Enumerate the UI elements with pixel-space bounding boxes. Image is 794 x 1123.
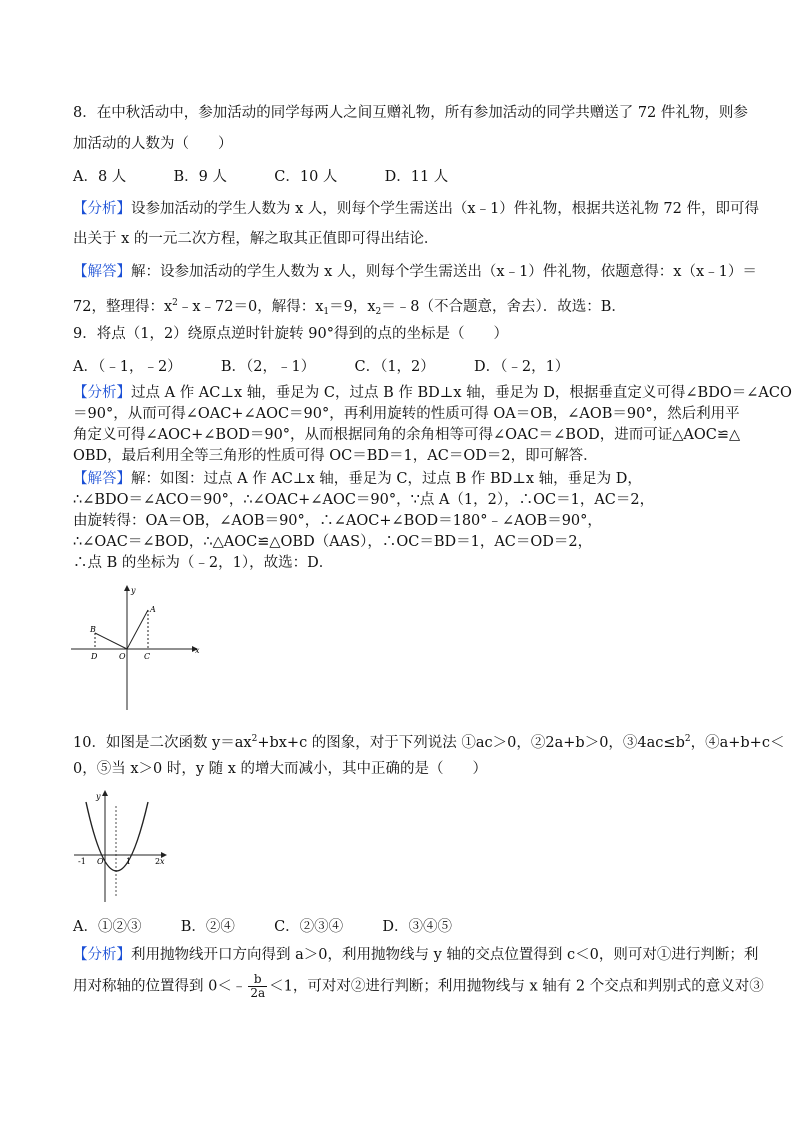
q9-option-a: A．（﹣1，﹣2） (73, 359, 182, 375)
q8-analysis-line-2: 出关于 x 的一元二次方程，解之取其正值即可得出结论． (73, 231, 439, 247)
label-b: B (90, 625, 96, 634)
fraction-numerator: b (248, 973, 267, 987)
q8-option-b: B．9 人 (173, 169, 228, 185)
q8-answer-part-a: 72，整理得：x (73, 299, 173, 315)
q8-answer-sub2: 2 (375, 307, 382, 317)
q10-option-b: B．②④ (180, 919, 235, 935)
q8-answer-part-d: ＝﹣8（不合题意，舍去）．故选：B． (381, 299, 626, 315)
label-y: y (131, 586, 136, 595)
segment-ob (95, 633, 127, 649)
q8-analysis-text: 设参加活动的学生人数为 x 人，则每个学生需送出（x﹣1）件礼物，根据共送礼物 72 件，即可得 (131, 201, 759, 217)
q10-stem-sup: 2 (251, 734, 258, 744)
q9-rotation-figure (66, 583, 206, 713)
q10-analysis-part-a: 用对称轴的位置得到 0＜﹣ (73, 978, 247, 995)
q10-stem-part-a: 10．如图是二次函数 y＝ax (73, 735, 252, 751)
q10-option-c: C．②③④ (274, 919, 344, 935)
q9-option-d: D．（﹣2，1） (473, 359, 570, 375)
q10-stem-part-b: +bx+c 的图象，对于下列说法 ①ac＞0，②2a+b＞0，③4ac≤b (257, 735, 685, 751)
q9-analysis-line-3: 角定义可得∠AOC+∠BOD＝90°，从而根据同角的余角相等可得∠OAC＝∠BOD，进而可证△AOC≌△ (73, 427, 741, 443)
q10-analysis-line-1 (73, 945, 758, 965)
label-d: D (91, 652, 98, 661)
analysis-tag: 【分析】 (73, 201, 131, 217)
q10-analysis-text: 利用抛物线开口方向得到 a＞0，利用抛物线与 y 轴的交点位置得到 c＜0，则可对①进行判断；利 (131, 947, 759, 963)
q9-option-b: B．（2，﹣1） (220, 359, 316, 375)
fraction-b-over-2a (248, 973, 267, 1000)
q9-options (73, 357, 569, 377)
q9-stem: 9．将点（1，2）绕原点逆时针旋转 90°得到的点的坐标是（ ） (73, 326, 508, 342)
answer-tag: 【解答】 (73, 264, 131, 280)
q9-analysis-line-2: ＝90°，从而可得∠OAC+∠AOC＝90°，再利用旋转的性质可得 OA＝OB，∠AOB＝90°，然后利用平 (73, 406, 740, 422)
q8-option-a: A．8 人 (73, 169, 127, 185)
q8-answer-line-1 (73, 262, 757, 282)
label-o: O (97, 857, 104, 866)
fraction-denominator: 2a (250, 986, 266, 1000)
q10-parabola-figure (72, 788, 172, 904)
q9-answer-line-2: ∴∠BDO＝∠ACO＝90°，∴∠OAC+∠AOC＝90°，∵点 A（1，2），∴OC＝1，AC＝2， (73, 492, 655, 508)
q10-option-d: D．③④⑤ (382, 919, 453, 935)
q9-answer-text: 解：如图：过点 A 作 AC⊥x 轴，垂足为 C，过点 B 作 BD⊥x 轴，垂足为 D， (131, 471, 642, 487)
q9-analysis-text: 过点 A 作 AC⊥x 轴，垂足为 C，过点 B 作 BD⊥x 轴，垂足为 D，根据垂直定义可得∠BDO＝∠ACO (131, 385, 792, 401)
label-1: 1 (126, 857, 132, 866)
q9-answer-line-1 (73, 469, 642, 489)
q9-answer-line-4: ∴∠OAC＝∠BOD，∴△AOC≌△OBD（AAS），∴OC＝BD＝1，AC＝OD＝2， (73, 534, 593, 550)
q8-answer-text: 解：设参加活动的学生人数为 x 人，则每个学生需送出（x﹣1）件礼物，依题意得：x（x﹣1）＝ (131, 264, 757, 280)
q10-options (73, 917, 452, 937)
q10-stem-part-c: ，④a+b+c＜ (690, 735, 785, 751)
q9-answer-line-3: 由旋转得：OA＝OB，∠AOB＝90°，∴∠AOC+∠BOD＝180°﹣∠AOB＝90°， (73, 513, 602, 529)
q9-answer-line-5: ∴点 B 的坐标为（﹣2，1），故选：D． (73, 555, 334, 571)
label-y: y (96, 792, 101, 801)
label-minus-1: -1 (78, 857, 86, 866)
q8-answer-sub1: 1 (323, 307, 330, 317)
analysis-tag: 【分析】 (73, 385, 131, 401)
q8-options (73, 167, 448, 187)
label-a: A (150, 605, 156, 614)
q10-stem-sup2: 2 (684, 734, 691, 744)
label-2: 2 (155, 857, 161, 866)
q8-stem-line-1: 8．在中秋活动中，参加活动的同学每两人之间互赠礼物，所有参加活动的同学共赠送了 72 件礼物，则参 (73, 105, 748, 121)
q8-option-c: C．10 人 (274, 169, 338, 185)
q8-answer-sup: 2 (172, 298, 178, 308)
label-x: x (160, 857, 165, 866)
segment-oa (127, 610, 148, 649)
q10-analysis-line-2 (73, 973, 764, 1000)
parabola-curve (86, 802, 148, 871)
q10-option-a: A．①②③ (73, 919, 142, 935)
q9-analysis-line-1 (73, 383, 792, 403)
q8-option-d: D．11 人 (384, 169, 449, 185)
q10-stem-line-2: 0，⑤当 x＞0 时，y 随 x 的增大而减小，其中正确的是（ ） (73, 761, 488, 777)
q10-stem-line-1 (73, 729, 784, 753)
label-x: x (195, 646, 200, 655)
q8-answer-part-c: ＝9，x (329, 299, 376, 315)
label-c: C (144, 652, 151, 661)
analysis-tag: 【分析】 (73, 947, 131, 963)
answer-tag: 【解答】 (73, 471, 131, 487)
q8-stem-line-2: 加活动的人数为（ ） (73, 136, 233, 152)
label-o: O (119, 652, 126, 661)
q8-analysis-line-1 (73, 199, 759, 219)
q9-analysis-line-4: OBD，最后利用全等三角形的性质可得 OC＝BD＝1，AC＝OD＝2，即可解答． (73, 448, 598, 464)
q8-answer-line-2 (73, 293, 626, 322)
q9-option-c: C．（1，2） (354, 359, 435, 375)
q10-analysis-part-b: ＜1，可对对②进行判断；利用抛物线与 x 轴有 2 个交点和判别式的意义对③ (269, 978, 764, 995)
q8-answer-part-b: ﹣x﹣72＝0，解得：x (177, 299, 324, 315)
